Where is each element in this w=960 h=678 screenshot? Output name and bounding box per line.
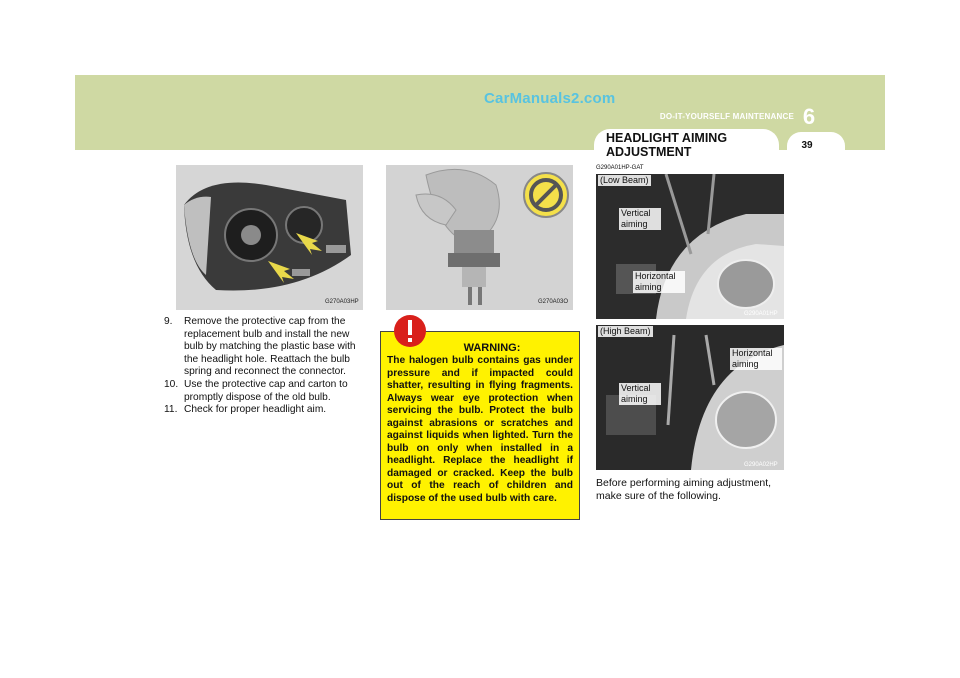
vertical-aiming-label: Vertical aiming [619, 208, 661, 230]
warning-body: The halogen bulb contains gas under pressure and if impacted could shatter, resulting in flying fragments. Always wear eye protection when servicing the bulb. Protect the bulb against abrasions or scratches and against liquids when lighted. Turn the bulb on only when installed in a headlight. Replace the headlight if damaged or cracked. Keep the bulb out of the reach of children and dispose of the used bulb with care. [387, 355, 573, 504]
step-item [164, 316, 364, 379]
step-text: Remove the protective cap from the replacement bulb and install the new bulb by matching the plastic base with the headlight hole. Reattach the bulb spring and reconnect the connector. [184, 316, 356, 378]
reference-code: G290A01HP-GAT [596, 165, 644, 171]
step-number: 11. [164, 404, 178, 416]
horizontal-aiming-label: Horizontal aiming [633, 271, 685, 293]
step-number: 9. [164, 316, 173, 327]
instruction-steps [164, 316, 364, 417]
section-heading: HEADLIGHT AIMING ADJUSTMENT [606, 131, 728, 159]
headlight-assembly-photo [176, 165, 363, 310]
step-text: Use the protective cap and carton to promptly dispose of the old bulb. [184, 378, 348, 403]
section-title: DO-IT-YOURSELF MAINTENANCE [659, 112, 794, 121]
aiming-intro-text: Before performing aiming adjustment, make sure of the following. [596, 477, 772, 502]
high-beam-label: (High Beam) [600, 326, 651, 336]
horizontal-aiming-label: Horizontal aiming [730, 348, 782, 370]
step-text: Check for proper headlight aim. [184, 404, 327, 416]
site-link[interactable]: CarManuals2.com [484, 90, 616, 107]
step-item [164, 404, 364, 417]
warning-box [380, 331, 580, 520]
page-number: 39 [801, 140, 813, 151]
low-beam-photo [596, 174, 784, 319]
figure-code: G290A02HP [744, 462, 778, 468]
figure-code: G270A03O [538, 299, 569, 305]
bulb-handling-photo [386, 165, 573, 310]
figure-code: G270A03HP [325, 299, 359, 305]
vertical-aiming-label: Vertical aiming [619, 383, 661, 405]
step-item [164, 379, 364, 404]
warning-icon [393, 314, 427, 348]
chapter-number: 6 [802, 104, 816, 129]
low-beam-label: (Low Beam) [600, 175, 649, 185]
warning-title: WARNING: [463, 342, 521, 354]
step-number: 10. [164, 378, 179, 390]
figure-code: G290A01HP [744, 311, 778, 317]
